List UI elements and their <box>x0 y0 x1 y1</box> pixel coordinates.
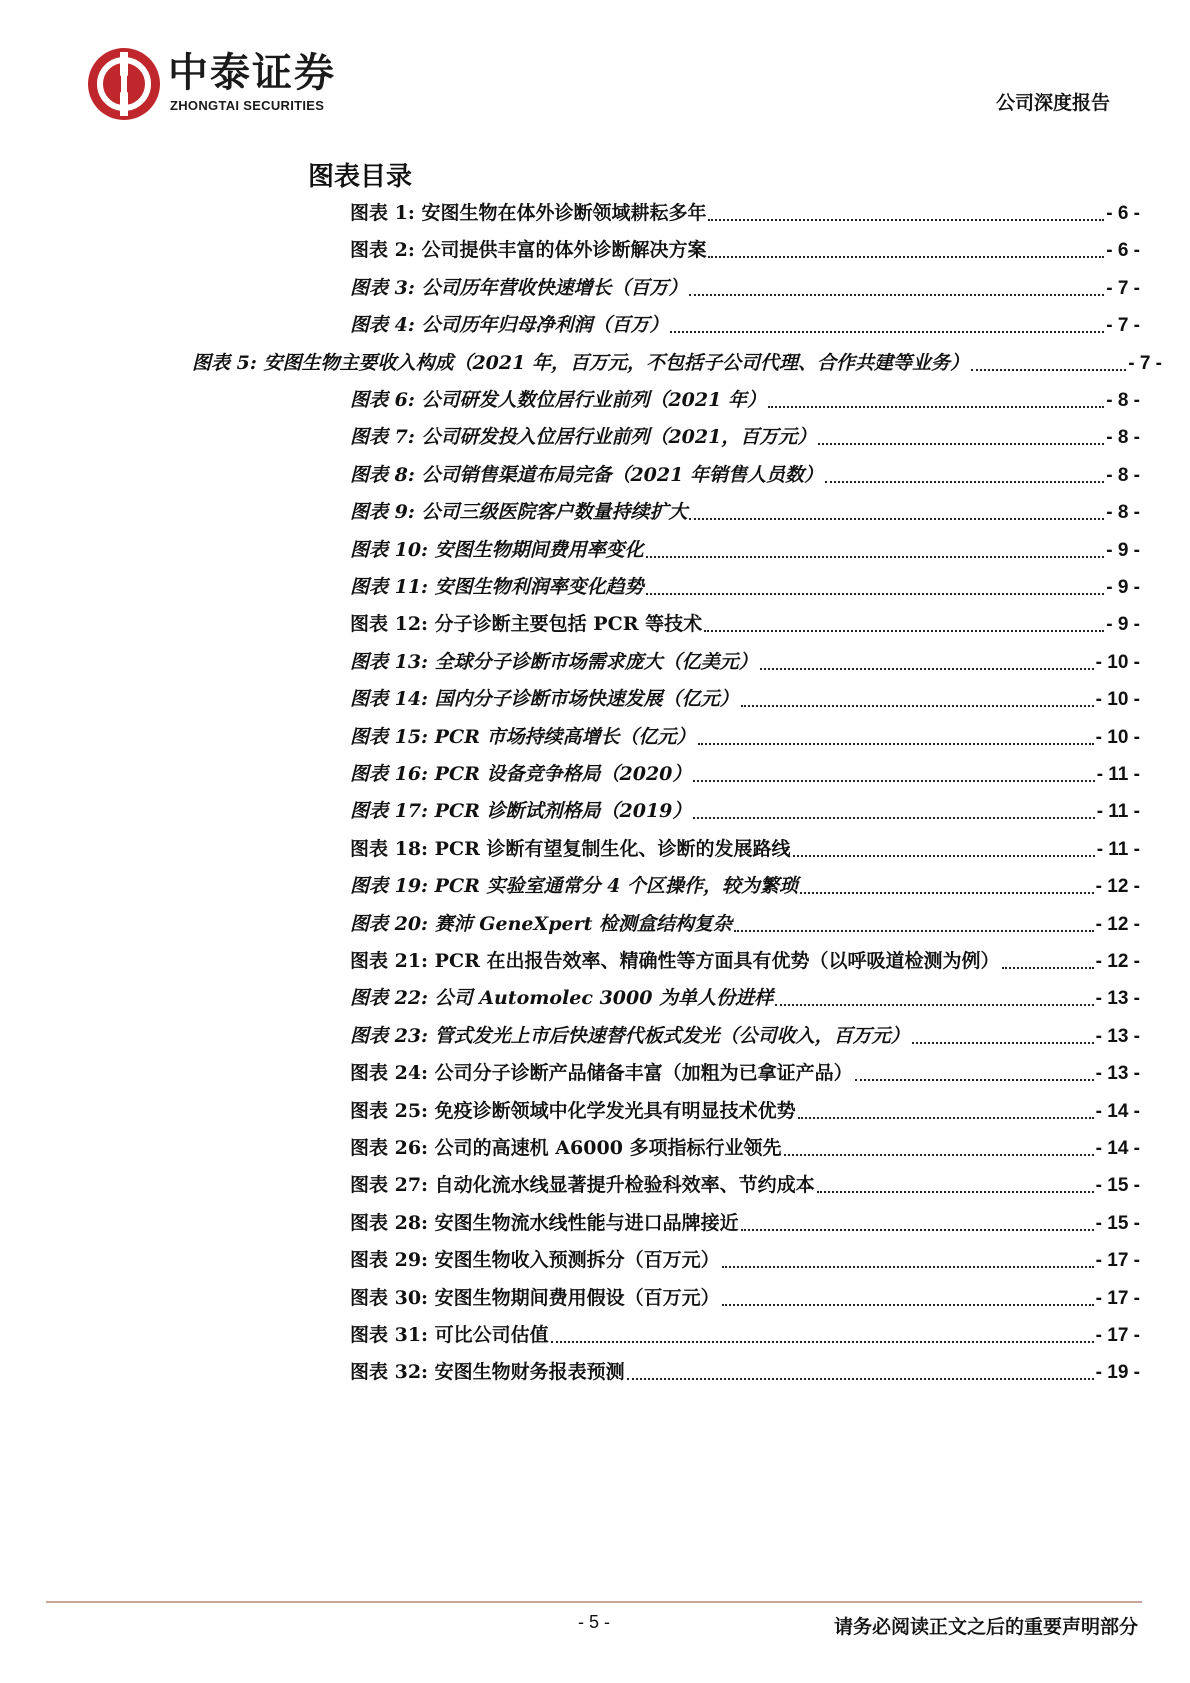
footer-divider <box>46 1601 1142 1603</box>
toc-entry-label: 图表 20: 赛沛 GeneXpert 检测盒结构复杂 <box>350 913 733 935</box>
toc-leader-dots <box>693 779 1094 782</box>
toc-entry[interactable] <box>350 796 1140 826</box>
toc-entry-page: - 10 - <box>1095 652 1140 673</box>
toc-entry-page: - 8 - <box>1106 465 1140 486</box>
toc-heading: 图表目录 <box>308 162 413 192</box>
toc-entry-page: - 11 - <box>1096 801 1140 822</box>
toc-leader-dots <box>825 480 1104 483</box>
toc-entry-label: 图表 22: 公司 Automolec 3000 为单人份进样 <box>350 987 774 1009</box>
toc-entry-page: - 12 - <box>1095 951 1140 972</box>
toc-leader-dots <box>800 891 1094 894</box>
toc-entry[interactable] <box>350 1357 1140 1387</box>
toc-entry-page: - 13 - <box>1095 1063 1140 1084</box>
toc-entry[interactable] <box>350 310 1140 340</box>
toc-leader-dots <box>741 704 1094 707</box>
toc-entry-page: - 8 - <box>1106 427 1140 448</box>
toc-entry-label: 图表 4: 公司历年归母净利润（百万） <box>350 314 669 336</box>
toc-entry[interactable] <box>350 1283 1140 1313</box>
toc-entry-page: - 17 - <box>1095 1325 1140 1346</box>
toc-leader-dots <box>971 368 1126 371</box>
toc-entry[interactable] <box>350 1021 1140 1051</box>
toc-entry-label: 图表 10: 安图生物期间费用率变化 <box>350 539 644 561</box>
toc-entry-label: 图表 31: 可比公司估值 <box>350 1324 549 1346</box>
toc-entry-page: - 19 - <box>1095 1362 1140 1383</box>
toc-entry[interactable] <box>350 535 1140 565</box>
toc-entry[interactable] <box>350 198 1140 228</box>
toc-entry-page: - 10 - <box>1095 689 1140 710</box>
toc-entry[interactable] <box>350 273 1140 303</box>
toc-entry[interactable] <box>350 1320 1140 1350</box>
toc-entry[interactable] <box>350 909 1140 939</box>
toc-entry-page: - 7 - <box>1106 315 1140 336</box>
toc-entry-label: 图表 23: 管式发光上市后快速替代板式发光（公司收入，百万元） <box>350 1025 910 1047</box>
toc-entry[interactable] <box>350 684 1140 714</box>
toc-entry[interactable] <box>350 647 1140 677</box>
company-logo <box>86 46 366 126</box>
toc-entry-page: - 13 - <box>1095 988 1140 1009</box>
toc-entry[interactable] <box>350 1133 1140 1163</box>
toc-leader-dots <box>855 1078 1094 1081</box>
toc-leader-dots <box>818 442 1104 445</box>
toc-leader-dots <box>775 1003 1094 1006</box>
toc-entry-label: 图表 14: 国内分子诊断市场快速发展（亿元） <box>350 688 739 710</box>
toc-leader-dots <box>551 1340 1094 1343</box>
toc-entry-label: 图表 15: PCR 市场持续高增长（亿元） <box>350 726 696 748</box>
toc-entry-label: 图表 5: 安图生物主要收入构成（2021 年，百万元，不包括子公司代理、合作共建等业务） <box>192 352 969 374</box>
toc-entry-page: - 15 - <box>1095 1175 1140 1196</box>
toc-leader-dots <box>708 255 1104 258</box>
logo-english-text: ZHONGTAI SECURITIES <box>170 98 325 113</box>
toc-entry-label: 图表 29: 安图生物收入预测拆分（百万元） <box>350 1249 720 1271</box>
toc-entry-page: - 12 - <box>1095 914 1140 935</box>
toc-leader-dots <box>708 218 1104 221</box>
toc-leader-dots <box>793 854 1095 857</box>
toc-entry-page: - 7 - <box>1128 353 1162 374</box>
footer-page-number: - 5 - <box>578 1612 611 1632</box>
toc-entry-page: - 11 - <box>1096 764 1140 785</box>
toc-entry-label: 图表 2: 公司提供丰富的体外诊断解决方案 <box>350 239 707 261</box>
toc-entry[interactable] <box>350 572 1140 602</box>
toc-entry-label: 图表 32: 安图生物财务报表预测 <box>350 1361 625 1383</box>
toc-entry-label: 图表 11: 安图生物利润率变化趋势 <box>350 576 644 598</box>
toc-leader-dots <box>741 1228 1094 1231</box>
toc-entry-label: 图表 30: 安图生物期间费用假设（百万元） <box>350 1287 720 1309</box>
toc-leader-dots <box>734 929 1094 932</box>
toc-entry-label: 图表 19: PCR 实验室通常分 4 个区操作，较为繁琐 <box>350 875 798 897</box>
toc-leader-dots <box>1002 966 1094 969</box>
toc-entry-label: 图表 7: 公司研发投入位居行业前列（2021，百万元） <box>350 426 817 448</box>
toc-entry[interactable] <box>350 983 1140 1013</box>
toc-leader-dots <box>784 1153 1094 1156</box>
toc-entry-label: 图表 17: PCR 诊断试剂格局（2019） <box>350 800 692 822</box>
logo-chinese-text: 中泰证券 <box>168 50 336 96</box>
footer-disclaimer: 请务必阅读正文之后的重要声明部分 <box>833 1616 1138 1638</box>
toc-entry[interactable] <box>350 871 1140 901</box>
toc-entry[interactable] <box>350 1245 1140 1275</box>
toc-entry-label: 图表 9: 公司三级医院客户数量持续扩大 <box>350 501 688 523</box>
toc-entry[interactable] <box>350 460 1140 490</box>
toc-entry-label: 图表 28: 安图生物流水线性能与进口品牌接近 <box>350 1212 739 1234</box>
toc-entry[interactable] <box>350 1170 1140 1200</box>
toc-entry[interactable] <box>350 422 1140 452</box>
toc-leader-dots <box>670 330 1104 333</box>
toc-entry-label: 图表 27: 自动化流水线显著提升检验科效率、节约成本 <box>350 1174 815 1196</box>
toc-entry-label: 图表 18: PCR 诊断有望复制生化、诊断的发展路线 <box>350 838 791 860</box>
toc-entry[interactable] <box>350 497 1140 527</box>
toc-entry-page: - 13 - <box>1095 1026 1140 1047</box>
toc-leader-dots <box>646 592 1105 595</box>
toc-entry-label: 图表 13: 全球分子诊断市场需求庞大（亿美元） <box>350 651 758 673</box>
zhongtai-logo-icon <box>86 46 162 122</box>
toc-entry-page: - 14 - <box>1095 1138 1140 1159</box>
toc-entry[interactable] <box>350 759 1140 789</box>
toc-entry-label: 图表 3: 公司历年营收快速增长（百万） <box>350 277 688 299</box>
toc-entry-label: 图表 24: 公司分子诊断产品储备丰富（加粗为已拿证产品） <box>350 1062 853 1084</box>
toc-entry-label: 图表 25: 免疫诊断领域中化学发光具有明显技术优势 <box>350 1100 796 1122</box>
toc-entry-label: 图表 21: PCR 在出报告效率、精确性等方面具有优势（以呼吸道检测为例） <box>350 950 1000 972</box>
toc-leader-dots <box>768 405 1104 408</box>
toc-entry[interactable] <box>192 348 1162 378</box>
toc-leader-dots <box>817 1190 1094 1193</box>
toc-entry[interactable] <box>350 722 1140 752</box>
toc-entry[interactable] <box>350 385 1140 415</box>
toc-entry-page: - 10 - <box>1095 727 1140 748</box>
toc-entry-label: 图表 1: 安图生物在体外诊断领域耕耘多年 <box>350 202 707 224</box>
toc-entry-label: 图表 6: 公司研发人数位居行业前列（2021 年） <box>350 389 766 411</box>
toc-leader-dots <box>698 742 1094 745</box>
toc-entry-page: - 17 - <box>1095 1250 1140 1271</box>
toc-entry-page: - 15 - <box>1095 1213 1140 1234</box>
toc-leader-dots <box>689 517 1104 520</box>
toc-leader-dots <box>722 1265 1094 1268</box>
toc-leader-dots <box>627 1377 1094 1380</box>
toc-entry[interactable] <box>350 235 1140 265</box>
toc-entry[interactable] <box>350 1208 1140 1238</box>
toc-entry[interactable] <box>350 609 1140 639</box>
toc-leader-dots <box>722 1303 1094 1306</box>
toc-entry-page: - 9 - <box>1106 540 1140 561</box>
toc-leader-dots <box>760 667 1094 670</box>
toc-entry-label: 图表 26: 公司的高速机 A6000 多项指标行业领先 <box>350 1137 782 1159</box>
toc-entry-label: 图表 8: 公司销售渠道布局完备（2021 年销售人员数） <box>350 464 823 486</box>
toc-entry[interactable] <box>350 1058 1140 1088</box>
toc-leader-dots <box>798 1116 1094 1119</box>
toc-entry[interactable] <box>350 1096 1140 1126</box>
toc-leader-dots <box>693 816 1094 819</box>
toc-entry-page: - 8 - <box>1106 502 1140 523</box>
toc-entry-page: - 8 - <box>1106 390 1140 411</box>
toc-entry-page: - 7 - <box>1106 278 1140 299</box>
toc-entry[interactable] <box>350 834 1140 864</box>
toc-leader-dots <box>689 293 1104 296</box>
toc-leader-dots <box>646 555 1105 558</box>
toc-entry-label: 图表 16: PCR 设备竞争格局（2020） <box>350 763 692 785</box>
toc-entry-page: - 11 - <box>1096 839 1140 860</box>
toc-leader-dots <box>704 629 1104 632</box>
report-type-label: 公司深度报告 <box>995 92 1110 114</box>
toc-entry-page: - 6 - <box>1106 240 1140 261</box>
toc-entry-page: - 12 - <box>1095 876 1140 897</box>
toc-entry-page: - 14 - <box>1095 1101 1140 1122</box>
toc-entry-label: 图表 12: 分子诊断主要包括 PCR 等技术 <box>350 613 703 635</box>
toc-leader-dots <box>912 1041 1094 1044</box>
toc-entry-page: - 9 - <box>1106 614 1140 635</box>
toc-entry-page: - 9 - <box>1106 577 1140 598</box>
toc-entry[interactable] <box>350 946 1140 976</box>
toc-entry-page: - 17 - <box>1095 1288 1140 1309</box>
toc-entry-page: - 6 - <box>1106 203 1140 224</box>
